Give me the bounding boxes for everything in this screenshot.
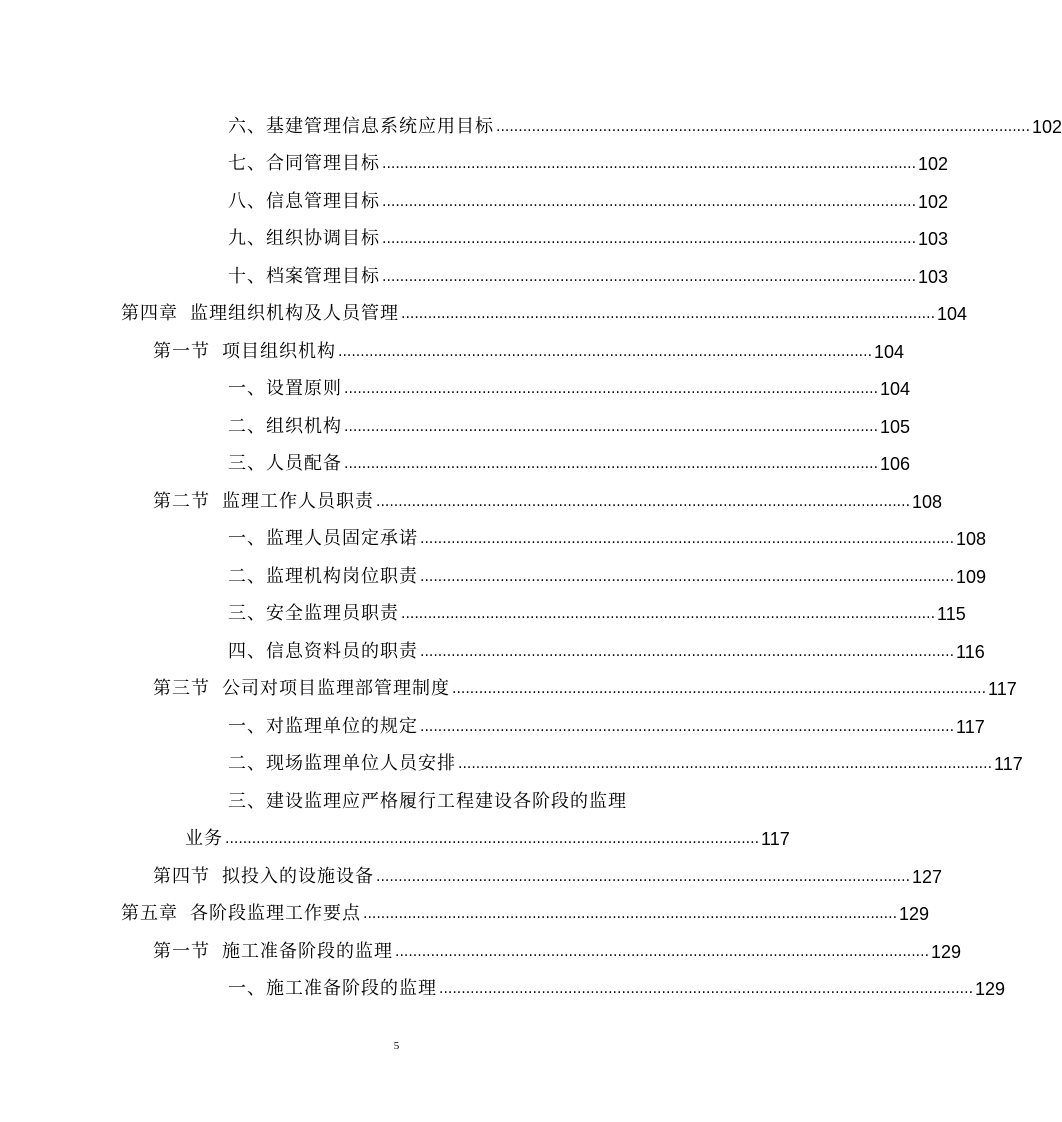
toc-entry-label: 二、现场监理单位人员安排 (228, 753, 456, 774)
toc-entry[interactable] (153, 477, 943, 514)
toc-entry-page: 108 (912, 492, 943, 512)
toc-entry-page: 116 (956, 642, 985, 662)
dot-leader: ........................................................................................................................ (458, 756, 993, 772)
toc-entry[interactable] (228, 552, 987, 589)
toc-entry-page: 103 (918, 267, 949, 287)
toc-entry-label: 九、组织协调目标 (228, 228, 380, 249)
toc-entry-wrapped[interactable] (228, 777, 672, 814)
toc-entry[interactable] (228, 177, 949, 214)
toc-entry-page: 102 (918, 154, 949, 174)
toc-entry-label: 二、组织机构 (228, 416, 342, 437)
toc-entry[interactable] (153, 327, 905, 364)
toc-entry-label: 第五章 各阶段监理工作要点 (121, 903, 361, 924)
toc-entry-label: 三、安全监理员职责 (228, 603, 399, 624)
toc-entry[interactable] (228, 252, 949, 289)
toc-entry-page: 129 (931, 942, 962, 962)
toc-entry-page: 108 (956, 529, 987, 549)
dot-leader: ........................................................................................................................ (376, 494, 911, 510)
toc-entry-label: 三、人员配备 (228, 453, 342, 474)
toc-entry-label: 一、设置原则 (228, 378, 342, 399)
toc-entry-page: 104 (937, 304, 968, 324)
toc-entry-label: 八、信息管理目标 (228, 191, 380, 212)
dot-leader: ........................................................................................................................ (382, 156, 917, 172)
toc-entry-page: 117 (994, 754, 1023, 774)
dot-leader: ........................................................................................................................ (344, 419, 879, 435)
toc-entry-label: 一、监理人员固定承诺 (228, 528, 418, 549)
toc-entry-page: 117 (761, 829, 790, 849)
toc-entry-page: 115 (937, 604, 966, 624)
toc-entry[interactable] (228, 964, 1006, 1001)
toc-entry-continuation[interactable] (185, 814, 790, 851)
toc-entry-page: 104 (874, 342, 905, 362)
toc-entry[interactable] (228, 402, 911, 439)
toc-entry[interactable] (228, 214, 949, 251)
toc-entry[interactable] (228, 514, 987, 551)
dot-leader: ........................................................................................................................ (452, 681, 987, 697)
toc-entry-page: 102 (918, 192, 949, 212)
toc-entry-label: 第四节 拟投入的设施设备 (153, 866, 374, 887)
dot-leader: ........................................................................................................................ (376, 869, 911, 885)
dot-leader: ........................................................................................................................ (395, 944, 930, 960)
toc-entry-label: 三、建设监理应严格履行工程建设各阶段的监理 (228, 791, 627, 812)
toc-entry-page: 105 (880, 417, 911, 437)
toc-entry-label: 一、对监理单位的规定 (228, 716, 418, 737)
toc-entry[interactable] (228, 589, 966, 626)
toc-entry[interactable] (228, 702, 985, 739)
toc-entry-label: 七、合同管理目标 (228, 153, 380, 174)
toc-entry[interactable] (228, 739, 1023, 776)
toc-entry-label: 六、基建管理信息系统应用目标 (228, 116, 494, 137)
toc-entry-page: 117 (956, 717, 985, 737)
toc-entry-page: 129 (975, 979, 1006, 999)
toc-entry[interactable] (153, 852, 943, 889)
page-number: 5 (393, 1040, 400, 1052)
toc-entry[interactable] (228, 439, 911, 476)
dot-leader: ........................................................................................................................ (338, 344, 873, 360)
toc-entry-label: 第三节 公司对项目监理部管理制度 (153, 678, 450, 699)
toc-entry-page: 127 (912, 867, 943, 887)
toc-entry-page: 103 (918, 229, 949, 249)
toc-entry-label: 第一节 项目组织机构 (153, 341, 336, 362)
dot-leader: ........................................................................................................................ (382, 269, 917, 285)
dot-leader: ........................................................................................................................ (382, 231, 917, 247)
dot-leader: ........................................................................................................................ (496, 119, 1031, 135)
dot-leader: ........................................................................................................................ (420, 569, 955, 585)
dot-leader: ........................................................................................................................ (344, 456, 879, 472)
toc-entry-page: 109 (956, 567, 987, 587)
dot-leader: ........................................................................................................................ (439, 981, 974, 997)
toc-entry-label: 一、施工准备阶段的监理 (228, 978, 437, 999)
toc-entry[interactable] (228, 627, 985, 664)
toc-entry-label: 第一节 施工准备阶段的监理 (153, 941, 393, 962)
toc-entry-label: 第二节 监理工作人员职责 (153, 491, 374, 512)
dot-leader: ........................................................................................................................ (420, 644, 955, 660)
toc-entry-page: 129 (899, 904, 930, 924)
toc-entry[interactable] (228, 102, 1062, 139)
dot-leader: ........................................................................................................................ (363, 906, 898, 922)
toc-entry-page: 104 (880, 379, 911, 399)
dot-leader: ........................................................................................................................ (401, 306, 936, 322)
toc-entry-label: 十、档案管理目标 (228, 266, 380, 287)
dot-leader: ........................................................................................................................ (420, 531, 955, 547)
toc-entry-label: 四、信息资料员的职责 (228, 641, 418, 662)
toc-entry-label: 二、监理机构岗位职责 (228, 566, 418, 587)
toc-entry[interactable] (228, 139, 949, 176)
toc-entry-page: 106 (880, 454, 911, 474)
dot-leader: ........................................................................................................................ (420, 719, 955, 735)
dot-leader: ........................................................................................................................ (344, 381, 879, 397)
dot-leader: ........................................................................................................................ (225, 831, 760, 847)
toc-entry-page: 117 (988, 679, 1017, 699)
toc-entry-label: 业务 (185, 828, 223, 849)
dot-leader: ........................................................................................................................ (401, 606, 936, 622)
toc-entry[interactable] (228, 364, 911, 401)
toc-entry[interactable] (153, 664, 1017, 701)
dot-leader: ........................................................................................................................ (382, 194, 917, 210)
toc-entry-label: 第四章 监理组织机构及人员管理 (121, 303, 399, 324)
toc-entry[interactable] (121, 889, 930, 926)
toc-entry[interactable] (153, 927, 962, 964)
toc-entry[interactable] (121, 289, 968, 326)
toc-entry-page: 102 (1032, 117, 1062, 137)
